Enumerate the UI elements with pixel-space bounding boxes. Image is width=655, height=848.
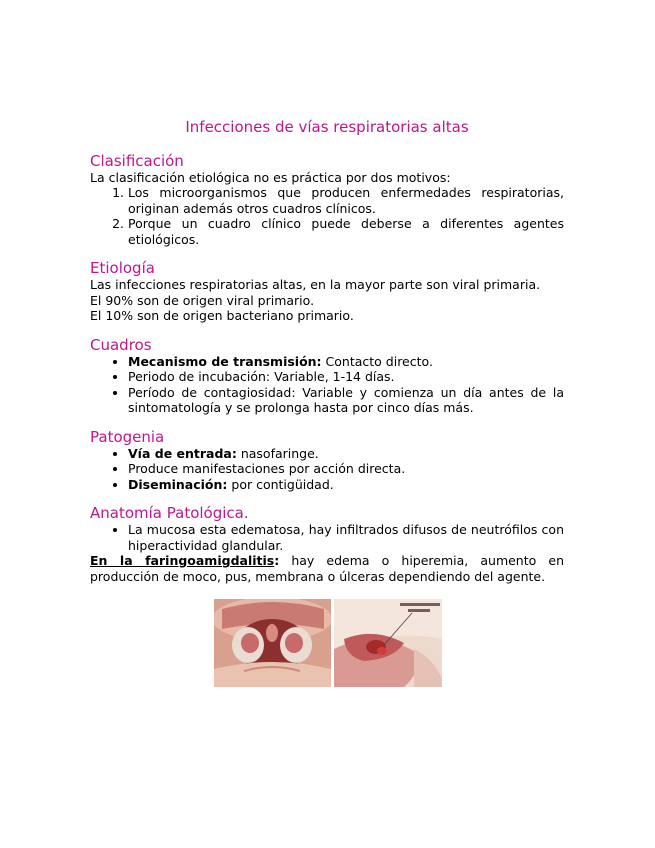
cuadros-list [90, 354, 564, 416]
list-item: • Período de contagiosidad: Variable y comienza un día antes de la sintomatología y se prolonga hasta por cinco días más. [128, 385, 564, 416]
faringoamigdalitis-colon: : [274, 553, 280, 568]
faringoamigdalitis-text: hay edema o hiperemia, aumento en producción de moco, pus, membrana o úlceras dependiendo del agente. [90, 553, 564, 584]
image-row [214, 599, 442, 687]
patogenia-list [90, 446, 564, 493]
list-item: • Periodo de incubación: Variable, 1-14 días. [128, 369, 564, 385]
clasificacion-list [90, 185, 564, 247]
document-content [90, 120, 564, 584]
section-heading-clasificacion: Clasificación [90, 151, 184, 170]
section-heading-patogenia: Patogenia [90, 427, 165, 446]
section-heading-anatomia: Anatomía Patológica. [90, 504, 249, 522]
item-text: por contigüidad. [227, 476, 334, 492]
throat-photo-image [214, 599, 331, 687]
item-label: Diseminación: [128, 476, 228, 492]
etiologia-line: El 90% son de origen viral primario. [90, 292, 315, 308]
faringoamigdalitis-paragraph [90, 553, 564, 584]
page-title: Infecciones de vías respiratorias altas [185, 118, 469, 136]
item-text: nasofaringe. [236, 445, 319, 461]
anatomia-list [90, 522, 564, 553]
list-item [128, 446, 564, 462]
item-text: Contacto directo. [321, 353, 433, 369]
list-item: 1. Los microorganismos que producen enfermedades respiratorias, originan además otros cuadros clínicos. [128, 185, 564, 216]
ulcer-photo-image [334, 599, 442, 687]
section-heading-etiologia: Etiología [90, 259, 155, 277]
list-item [128, 477, 564, 493]
list-item: • Produce manifestaciones por acción directa. [128, 461, 564, 477]
clasificacion-intro: La clasificación etiológica no es práctica por dos motivos: [90, 169, 451, 185]
list-item: • La mucosa esta edematosa, hay infiltrados difusos de neutrófilos con hiperactividad glandular. [128, 522, 564, 553]
etiologia-line: El 10% son de origen bacteriano primario. [90, 308, 354, 323]
item-label: Vía de entrada: [128, 445, 237, 461]
item-label: Mecanismo de transmisión: [128, 353, 322, 369]
section-heading-cuadros: Cuadros [90, 335, 152, 354]
list-item: 2. Porque un cuadro clínico puede deberse a diferentes agentes etiológicos. [128, 216, 564, 247]
faringoamigdalitis-label: En la faringoamigdalitis [90, 553, 275, 568]
etiologia-line: Las infecciones respiratorias altas, en la mayor parte son viral primaria. [90, 277, 541, 292]
list-item [128, 354, 564, 370]
